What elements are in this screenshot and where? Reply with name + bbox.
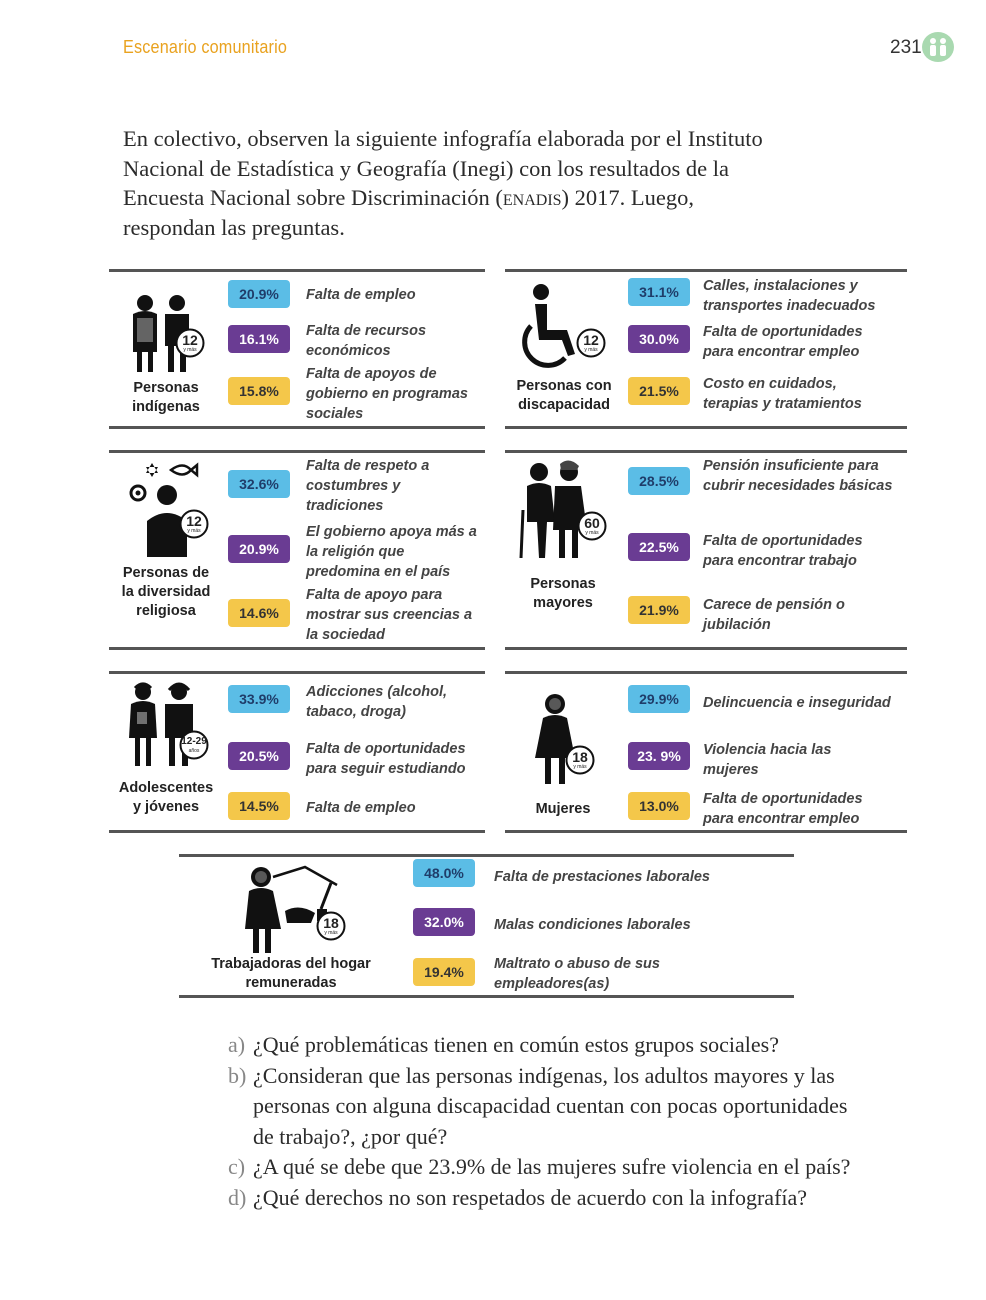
- age-sub: y más: [183, 347, 197, 353]
- percent-badge: 29.9%: [628, 685, 690, 713]
- group-label: Adolescentes y jóvenes: [118, 780, 214, 815]
- percent-badge: 22.5%: [628, 533, 690, 561]
- percent-badge: 28.5%: [628, 467, 690, 495]
- issue-text: Falta de oportunidades para encontrar empleo: [703, 324, 863, 360]
- question-item: [228, 1152, 868, 1183]
- issue-text: Falta de respeto a costumbres y tradiciones: [306, 458, 430, 514]
- age-sub: y más: [324, 930, 338, 936]
- question-list: [228, 1030, 868, 1213]
- group-label: Personas indígenas: [132, 380, 200, 415]
- percent-badge: 15.8%: [228, 377, 290, 405]
- age-number: 18: [323, 915, 339, 931]
- age-number: 12: [182, 332, 198, 348]
- age-sub: y más: [585, 530, 599, 536]
- age-number: 60: [584, 515, 600, 531]
- percent-badge: 16.1%: [228, 325, 290, 353]
- question-item: [228, 1183, 868, 1214]
- group-label: Personas con discapacidad: [516, 378, 612, 413]
- issue-text: Falta de empleo: [306, 287, 416, 303]
- issue-text: Pensión insuficiente para cubrir necesidades básicas: [703, 458, 893, 494]
- issue-text: Falta de oportunidades para seguir estudiando: [306, 741, 466, 777]
- age-badge: [179, 509, 209, 544]
- section-title: Escenario comunitario: [123, 37, 288, 57]
- question-letter: b): [228, 1062, 247, 1088]
- percent-badge: 19.4%: [413, 958, 475, 986]
- question-letter: d): [228, 1184, 247, 1210]
- issue-text: Carece de pensión o jubilación: [703, 597, 845, 633]
- percent-badge: 48.0%: [413, 859, 475, 887]
- age-badge: [175, 328, 205, 363]
- card-disability: [505, 269, 907, 429]
- intro-paragraph: [123, 124, 763, 242]
- percent-badge: 20.9%: [228, 280, 290, 308]
- age-number: 18: [572, 749, 588, 765]
- issue-text: El gobierno apoya más a la religión que predomina en el país: [306, 524, 477, 580]
- card-religious-diversity: [109, 450, 485, 650]
- intro-text-2: ) 2017. Luego, respondan las preguntas.: [123, 185, 695, 240]
- group-label: Personas de la diversidad religiosa: [121, 565, 211, 619]
- card-domestic-workers: [179, 854, 794, 998]
- issue-text: Falta de apoyos de gobierno en programas sociales: [306, 366, 468, 422]
- issue-text: Costo en cuidados, terapias y tratamientos: [703, 376, 862, 412]
- page-number: 231: [890, 37, 922, 58]
- issue-text: Maltrato o abuso de sus empleadores(as): [494, 956, 660, 992]
- question-letter: c): [228, 1154, 246, 1179]
- percent-badge: 23. 9%: [628, 742, 690, 770]
- age-badge: [316, 911, 346, 946]
- issue-text: Malas condiciones laborales: [494, 917, 691, 933]
- issue-text: Falta de oportunidades para encontrar empleo: [703, 791, 863, 827]
- issue-text: Adicciones (alcohol, tabaco, droga): [306, 684, 447, 720]
- intro-text-1: En colectivo, observen la siguiente infografía elaborada por el Instituto Nacional de Estadística y Geografía (Inegi) con los resultados de la Encuesta Nacional sobre Discriminación (: [123, 126, 763, 210]
- question-item: [228, 1061, 868, 1153]
- age-number: 12: [583, 332, 599, 348]
- percent-badge: 14.6%: [228, 599, 290, 627]
- community-icon: [922, 32, 954, 62]
- percent-badge: 21.9%: [628, 596, 690, 624]
- age-badge: [577, 511, 607, 546]
- intro-acronym: enadis: [502, 185, 562, 210]
- group-label: Trabajadoras del hogar remuneradas: [211, 956, 371, 991]
- age-sub: años: [188, 748, 200, 754]
- age-badge: [565, 745, 595, 780]
- percent-badge: 30.0%: [628, 325, 690, 353]
- issue-text: Delincuencia e inseguridad: [703, 695, 891, 711]
- question-text: ¿Qué derechos no son respetados de acuerdo con la infografía?: [253, 1184, 808, 1210]
- age-badge: [576, 328, 606, 363]
- question-text: ¿Consideran que las personas indígenas, los adultos mayores y las personas con alguna discapacidad cuentan con pocas oportunidades de trabajo?, ¿por qué?: [253, 1062, 848, 1149]
- percent-badge: 32.6%: [228, 470, 290, 498]
- age-sub: y más: [573, 764, 587, 770]
- issue-text: Calles, instalaciones y transportes inadecuados: [703, 278, 876, 314]
- card-elderly: [505, 450, 907, 650]
- group-label: Mujeres: [535, 801, 591, 817]
- percent-badge: 31.1%: [628, 278, 690, 306]
- issue-text: Falta de prestaciones laborales: [494, 869, 710, 885]
- age-number: 12-29: [181, 736, 207, 747]
- issue-text: Violencia hacia las mujeres: [703, 742, 832, 778]
- card-youth: [109, 671, 485, 833]
- question-text: ¿Qué problemáticas tienen en común estos grupos sociales?: [253, 1032, 780, 1057]
- percent-badge: 14.5%: [228, 792, 290, 820]
- percent-badge: 32.0%: [413, 908, 475, 936]
- question-item: [228, 1030, 868, 1061]
- percent-badge: 20.5%: [228, 742, 290, 770]
- percent-badge: 20.9%: [228, 535, 290, 563]
- age-sub: y más: [584, 347, 598, 353]
- percent-badge: 33.9%: [228, 685, 290, 713]
- card-indigenous: [109, 269, 485, 429]
- age-badge: [179, 730, 209, 765]
- percent-badge: 21.5%: [628, 377, 690, 405]
- card-women: [505, 671, 907, 833]
- age-number: 12: [186, 513, 202, 529]
- percent-badge: 13.0%: [628, 792, 690, 820]
- issue-text: Falta de apoyo para mostrar sus creencias a la sociedad: [306, 587, 473, 643]
- question-letter: a): [228, 1032, 246, 1057]
- group-label: Personas mayores: [530, 576, 596, 611]
- issue-text: Falta de recursos económicos: [306, 323, 427, 359]
- issue-text: Falta de oportunidades para encontrar trabajo: [703, 533, 863, 569]
- age-sub: y más: [187, 528, 201, 534]
- issue-text: Falta de empleo: [306, 800, 416, 816]
- question-text: ¿A qué se debe que 23.9% de las mujeres sufre violencia en el país?: [253, 1154, 851, 1179]
